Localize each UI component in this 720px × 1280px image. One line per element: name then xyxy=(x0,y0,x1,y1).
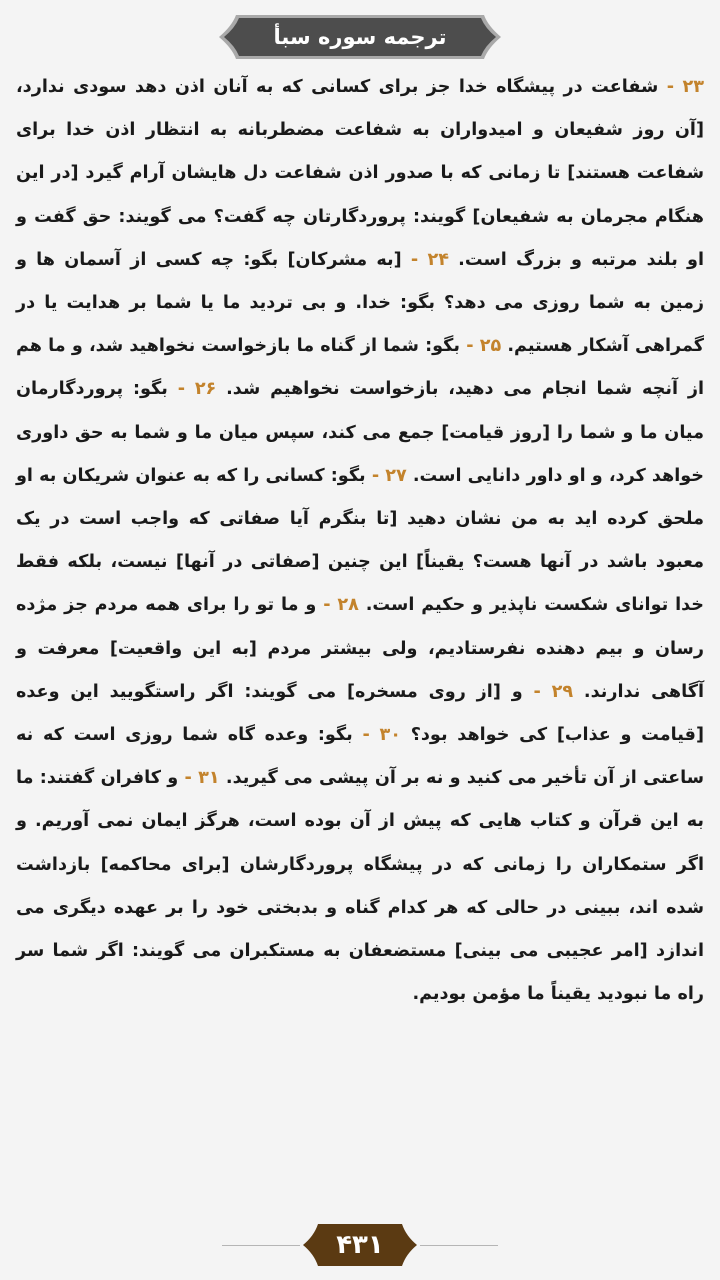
footer-divider-right xyxy=(420,1245,498,1246)
verse-number: ۲۸ - xyxy=(323,595,359,616)
page-title: ترجمه سوره سبأ xyxy=(273,25,447,49)
verse-text: [به مشرکان] بگو: چه کسی از آسمان ها و زمین به شما روزی می دهد؟ بگو: خدا. و بی تردید ما یا شما بر هدایت یا در گمراهی آشکار هستیم. xyxy=(16,249,704,357)
page-number: ۴۳۱ xyxy=(336,1230,384,1260)
footer-divider-left xyxy=(222,1245,300,1246)
verse-number: ۲۵ - xyxy=(466,336,502,357)
verse-text: بگو: وعده گاه شما روزی است که نه ساعتی از آن تأخیر می کنید و نه بر آن پیشی می گیرید. xyxy=(16,725,705,789)
verse-text: بگو: کسانی را که به عنوان شریکان به او ملحق کرده اید به من نشان دهید [تا بنگرم آیا صفاتی که واجب است در یک معبود باشد در آنها هست؟ یقیناً] این چنین [صفاتی در آنها] نیست، بلکه فقط خدا توانای شکست ناپذیر و حکیم است. xyxy=(16,465,704,616)
verse-number: ۲۷ - xyxy=(371,465,407,486)
verse-number: ۳۱ - xyxy=(184,768,220,789)
title-banner xyxy=(218,14,502,60)
verse-text: شفاعت در پیشگاه خدا جز برای کسانی که به آنان اذن دهد سودی ندارد، [آن روز شفیعان و امیدواران به شفاعت مضطربانه به انتظار اذن خدا برای شفاعت هستند] تا زمانی که با صدور اذن شفاعت دل هایشان آرام گیرد [در این هنگام مجرمان به شفیعان] گویند: پروردگارتان چه گفت؟ می گویند: حق گفت و او بلند مرتبه و بزرگ است. xyxy=(16,77,705,270)
verse-text: بگو: پروردگارمان میان ما و شما را [روز قیامت] جمع می کند، سپس میان ما و شما به حق داوری خواهد کرد، و او داور دانایی است. xyxy=(16,379,704,486)
verse-number: ۲۴ - xyxy=(410,249,449,270)
page-number-badge xyxy=(302,1222,418,1268)
verse-text: و ما تو را برای همه مردم جز مژده رسان و بیم دهنده نفرستادیم، ولی بیشتر مردم [به این واقعیت] معرفت و آگاهی ندارند. xyxy=(16,595,705,702)
translation-text xyxy=(16,66,704,1016)
verse-number: ۲۳ - xyxy=(666,77,704,97)
verse-number: ۲۹ - xyxy=(533,681,574,702)
verse-text: بگو: شما از گناه ما بازخواست نخواهید شد، و ما هم از آنچه شما انجام می دهید، بازخواست نخواهیم شد. xyxy=(16,336,704,400)
verse-number: ۲۶ - xyxy=(177,379,217,400)
verse-text: و کافران گفتند: ما به این قرآن و کتاب هایی که پیش از آن بوده است، هرگز ایمان نمی آوریم. و اگر ستمکاران را زمانی که در پیشگاه پروردگارشان [برای محاکمه] بازداشت شده اند، ببینی در حالی که هر کدام گناه و بدبختی خود را بر عهده دیگری می اندازد [امر عجیبی می بینی] مستضعفان به مستکبران می گویند: اگر شما سر راه ما نبودید یقیناً ما مؤمن بودیم. xyxy=(16,768,704,1005)
verse-text: و [از روی مسخره] می گویند: اگر راستگویید این وعده [قیامت و عذاب] کی خواهد بود؟ xyxy=(16,681,704,746)
verse-number: ۳۰ - xyxy=(362,725,401,746)
